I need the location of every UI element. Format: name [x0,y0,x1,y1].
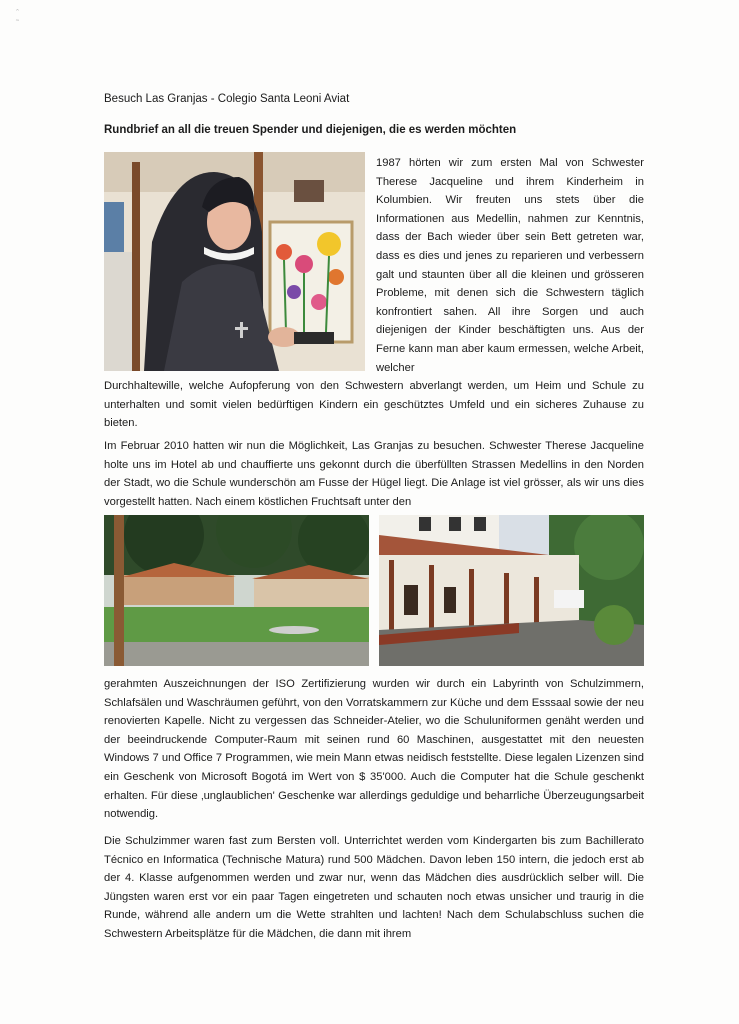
paragraph-intro-side: 1987 hörten wir zum ersten Mal von Schwester Therese Jacqueline und ihrem Kinderheim in Kolumbien. Wir freuten uns stets über die Informationen aus Medellin, nahmen zur Kenntnis, dass der Bach wieder über sein Bett getreten war, dass es dies und jenes zu reparieren und verbessern galt und staunten über all die kleinen und grösseren Probleme, mit denen sich die Schwestern täglich konfrontiert sahen. All ihre Sorgen und auch diejenigen der Kinder beschäftigten uns. Aus der Ferne kann man aber kaum ermessen, welche Arbeit, welcher [376,157,644,374]
letter-subtitle: Rundbrief an all die treuen Spender und diejenigen, die es werden möchten [104,124,517,136]
photo-sister-therese [104,152,365,371]
photo-school-courtyard [104,515,369,666]
paragraph-visit: Im Februar 2010 hatten wir nun die Möglichkeit, Las Granjas zu besuchen. Schwester Therese Jacqueline holte uns im Hotel ab und chauffierte uns gekonnt durch die überfüllten Strassen Medellins in den Norden der Stadt, wo die Schule wunderschön am Fusse der Hügel liegt. Die Anlage ist viel grösser, als wir uns dies vorgestellt hatten. Nach einem köstlichen Fruchtsaft unter den [104,440,644,508]
paragraph-classrooms: Die Schulzimmer waren fast zum Bersten voll. Unterrichtet werden vom Kindergarten bis zum Bachillerato Técnico en Informatica (Technische Matura) rund 500 Mädchen. Davon leben 150 intern, die jedoch erst ab der 4. Klasse aufgenommen werden und zwar nur, wenn das Mädchen dies ausdrücklich selber will. Die Jüngsten waren erst vor ein paar Tagen eingetreten und schauten noch etwas unsicher und traurig in die Runde, während alle andern um die Wette strahlten und lachten! Nach dem Schulabschluss suchen die Schwestern Arbeitsplätze für die Mädchen, die dann mit ihrem [104,835,644,940]
visit-header: Besuch Las Granjas - Colegio Santa Leoni Aviat [104,93,350,105]
paragraph-tour: gerahmten Auszeichnungen der ISO Zertifizierung wurden wir durch ein Labyrinth von Schulzimmern, Schlafsälen und Waschräumen geführt, von den Vorratskammern zur Küche und dem Esssaal sowie der neu renovierten Kapelle. Nicht zu vergessen das Schneider-Atelier, wo die Schuluniformen genäht werden und der beeindruckende Computer-Raum mit seinen rund 60 Maschinen, ausgestattet mit den neuesten Windows 7 und Office 7 Programmen, wie mein Mann etwas neidisch feststellte. Diese legalen Lizenzen sind ein Geschenk von Microsoft Bogotá im Wert von $ 35'000. Auch die Computer hat die Schule geschenkt erhalten. Für diese ‚unglaublichen' Geschenke war allerdings geduldige und beharrliche Überzeugungsarbeit notwendig. [104,678,644,821]
scan-artifact: ˆ ˜ [16,8,19,28]
paragraph-intro-continued: Durchhaltewille, welche Aufopferung von den Schwestern abverlangt werden, um Heim und Schule zu unterhalten und somit vielen bedürftigen Kindern ein geschütztes Umfeld und ein sicheres Zuhause zu bieten. [104,380,644,430]
photo-school-building [379,515,644,666]
